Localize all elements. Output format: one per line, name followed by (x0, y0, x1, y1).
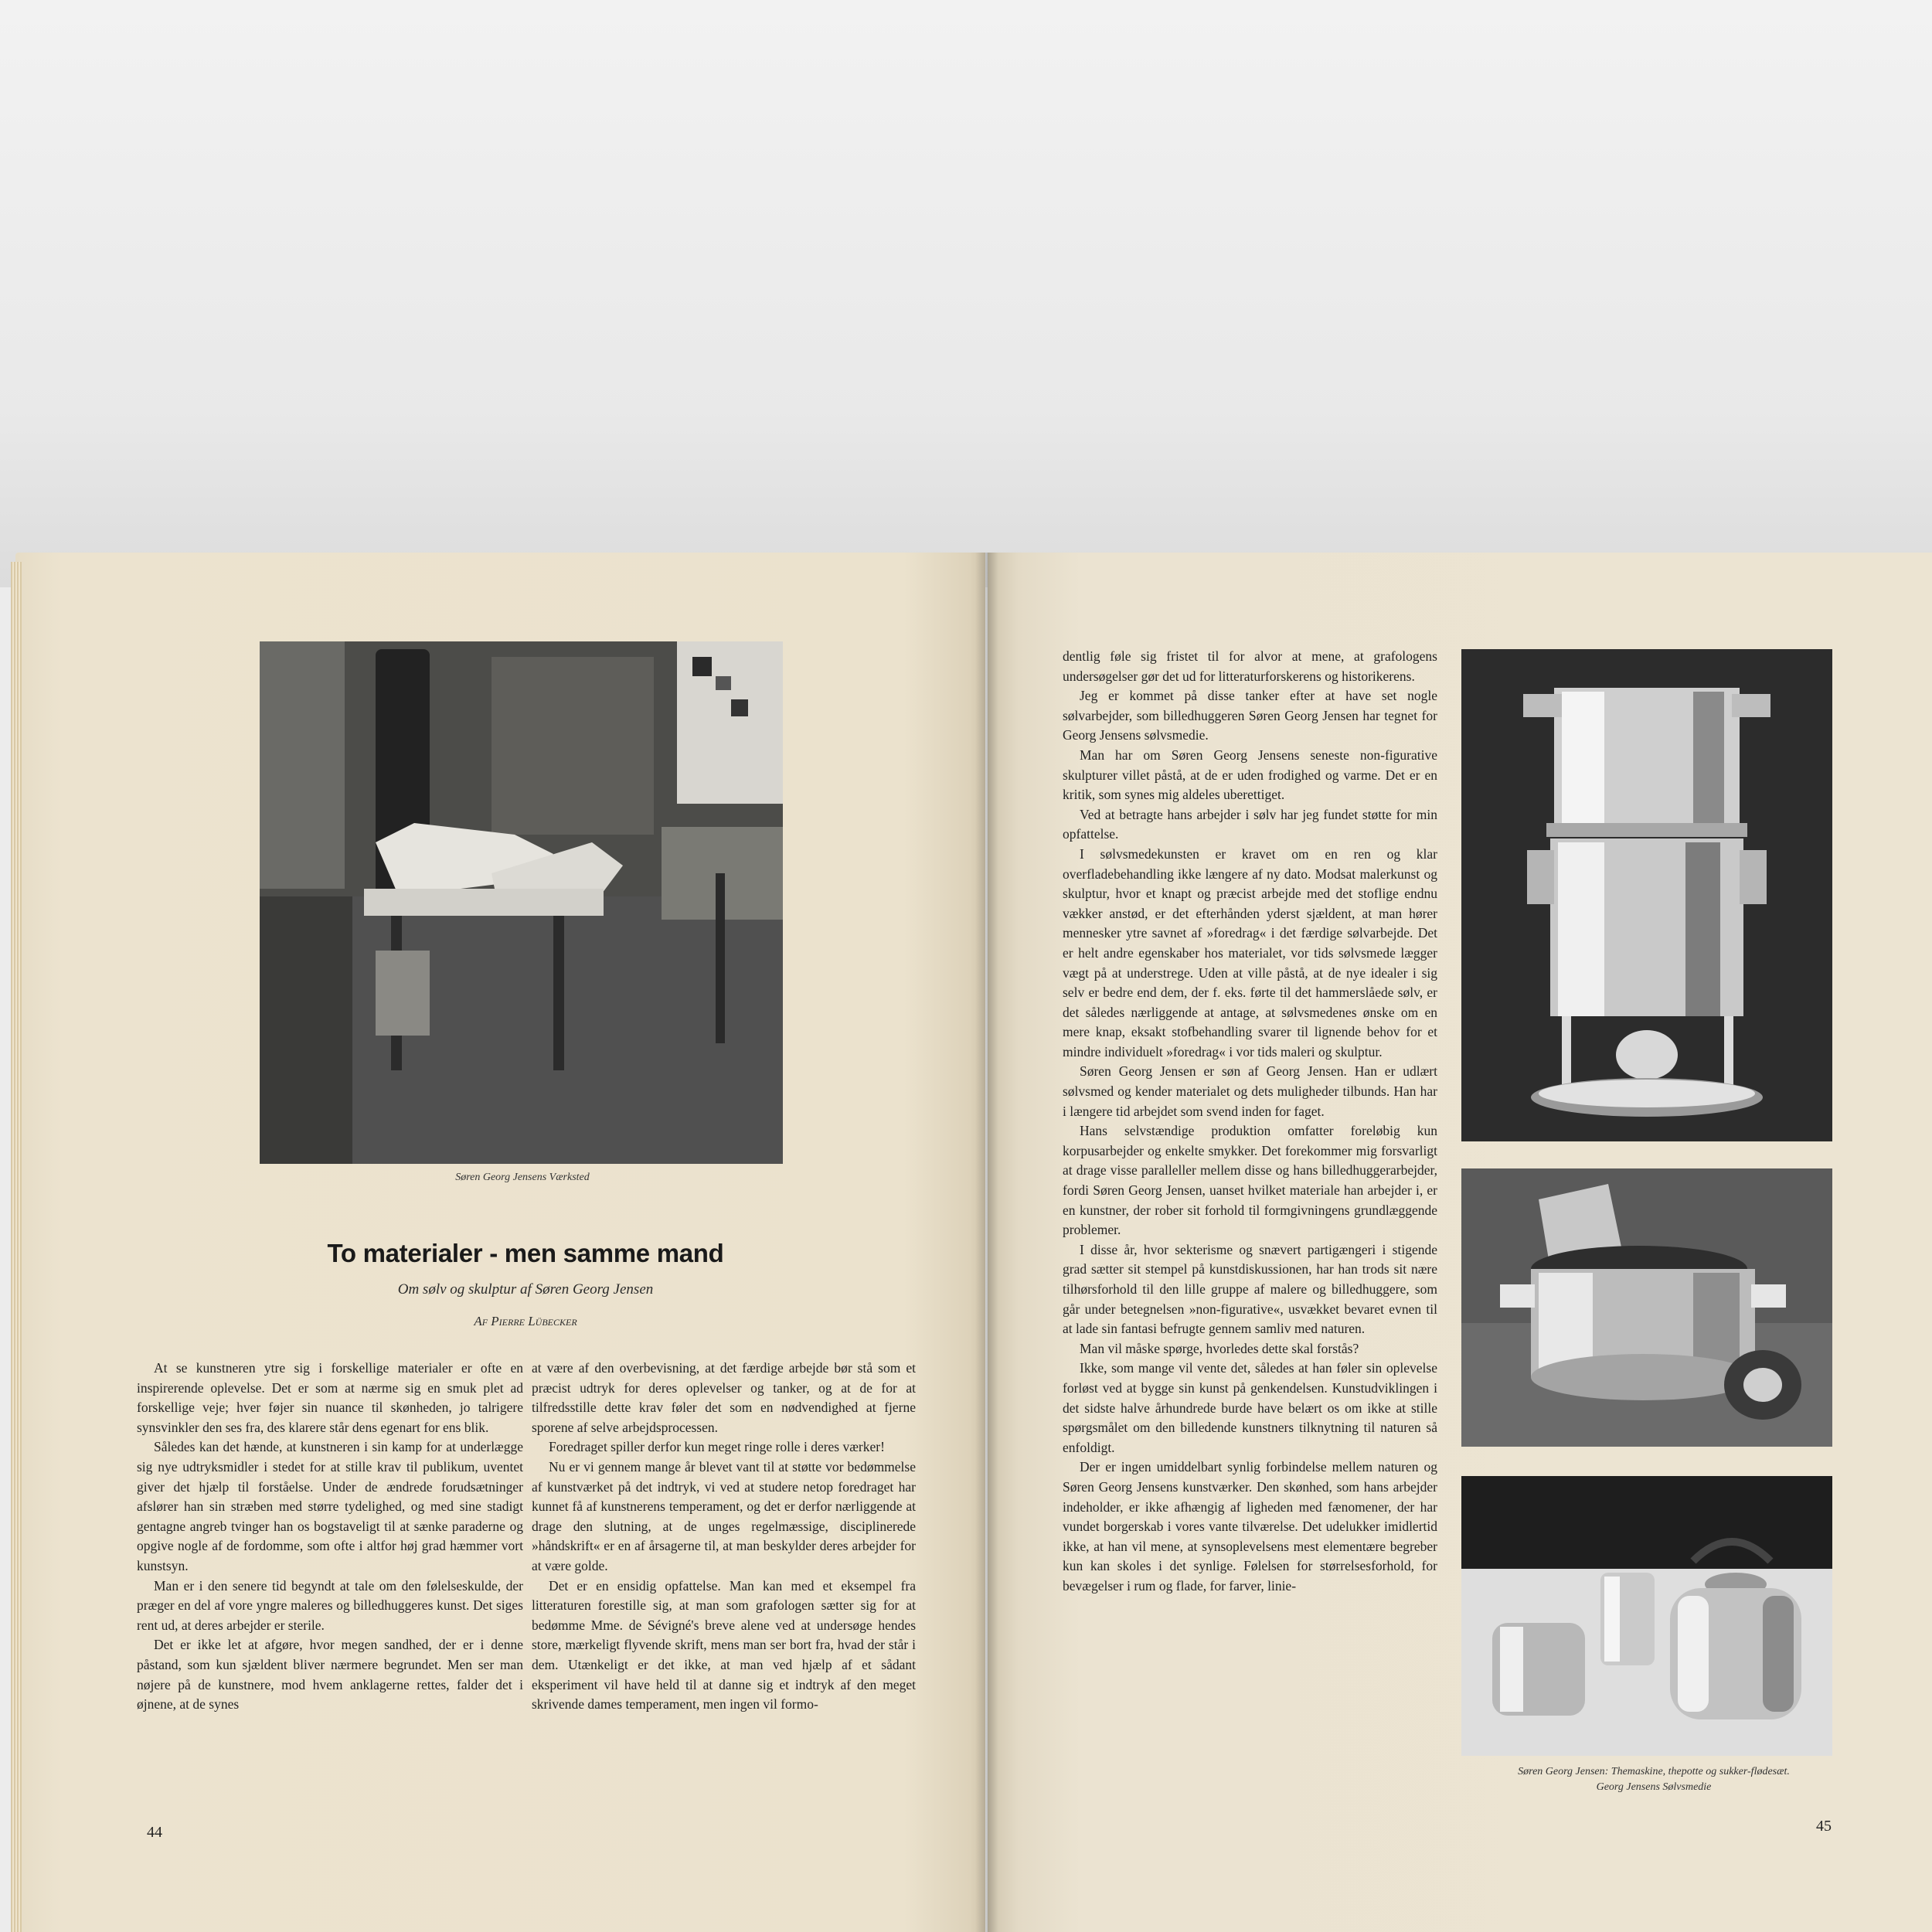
paragraph: Jeg er kommet på disse tanker efter at have set nogle sølvarbejder, som billedhuggeren Søren Georg Jensen har tegnet for Georg Jensens sølvsmedie. (1063, 688, 1437, 743)
paragraph: at være af den overbevisning, at det færdige arbejde bør stå som et præcist udtryk for deres oplevelser og tanker, og at de for at tilfredsstille dette krav føler det som en nødvendighed at fjerne sporene af selve arbejdsprocessen. (532, 1360, 916, 1435)
page-number-left: 44 (147, 1824, 162, 1841)
paragraph: dentlig føle sig fristet til for alvor at mene, at grafologens undersøgelser gør det ud for litteraturforskerens og historikerens. (1063, 648, 1437, 684)
paragraph: Hans selvstændige produktion omfatter foreløbig kun korpusarbejder og enkelte smykker. Det forekommer mig forsvarligt at drage visse paralleller mellem disse og hans billedhuggerarbejder, fordi Søren Georg Jensen, uanset hvilket materiale han arbejder i, er en kunstner, der rober sit forhold til formgivningens grundlæggende problemer. (1063, 1123, 1437, 1238)
paragraph: I sølvsmedekunsten er kravet om en ren og klar overfladebehandling ikke længere af ny dato. Modsat malerkunst og skulptur, hvor et knapt og præcist arbejde med det stoflige endnu vækker anstød, er det efterhånden yderst sjældent, at man hører mennesker ytre savnet af »foredrag« i det færdige sølvarbejde. Det er helt andre egenskaber hos materialet, vor tids sølvsmede lægger vægt på at understrege. Uden at ville påstå, at de nye idealer i sig selv er bedre end dem, der f. eks. førte til det hammerslåede sølv, er det således nærliggende at antage, at sølvsmedenes ønske om en mere knap, eksakt stofbehandling svarer til lignende behov for et mindre individuelt »foredrag« i vor tids maleri og skulptur. (1063, 845, 1437, 1060)
teapot-photo (1461, 1168, 1832, 1447)
paragraph: At se kunstneren ytre sig i forskellige materialer er ofte en inspirerende oplevelse. Det er som at nærme sig en smuk plet ad forskellige veje; hver føjer sin nuance til skønheden, jo talrigere synsvinkler den ses fra, des klarere står dens egenart for ens blik. (137, 1360, 523, 1435)
article-byline: Af Pierre Lübecker (474, 1314, 577, 1328)
article-subheadline: Om sølv og skulptur af Søren Georg Jensen (397, 1281, 654, 1298)
paragraph: Det er ikke let at afgøre, hvor megen sandhed, der er i denne påstand, som kun sjældent bliver nærmere begrundet. Men ser man nøjere på de kunstnere, mod hvem anklagerne rettes, falder det i øjnene, at de synes (137, 1637, 523, 1713)
workshop-photo (260, 641, 783, 1164)
caption-line: Georg Jensens Sølvsmedie (1596, 1781, 1712, 1793)
tea-set-photo (1461, 1476, 1832, 1756)
paragraph: Således kan det hænde, at kunstneren i sin kamp for at underlægge sig nye udtryksmidler i stedet for at stille krav til publikum, uventet giver det hjælp til forståelse. Under de ændrede forudsætninger afslører han sin stræben med større tydelighed, og med sine stadigt gentagne angreb tvinger han os bogstaveligt til at sænke paraderne og opgive nogle af de fordomme, som ofte i altfor høj grad hæmmer vort kunstsyn. (137, 1439, 523, 1573)
background-surface (0, 0, 1932, 587)
paragraph: Foredraget spiller derfor kun meget ringe rolle i deres værker! (549, 1439, 885, 1455)
page-number-right: 45 (1816, 1818, 1832, 1835)
tea-machine-photo (1461, 649, 1832, 1141)
silver-photos-caption (1457, 1764, 1851, 1795)
left-column-1 (137, 1359, 523, 1715)
paragraph: Søren Georg Jensen er søn af Georg Jensen. Han er udlært sølvsmed og kender materialet og dets muligheder tilbunds. Han har i længere tid arbejdet som svend inden for faget. (1063, 1063, 1437, 1119)
paragraph: Der er ingen umiddelbart synlig forbindelse mellem naturen og Søren Georg Jensens kunstværker. Den skønhed, som hans arbejder indeholder, er ikke afhængig af ligheden med fænomener, der har vundet borgerskab i vores vante tilværelse. Det udelukker imidlertid ikke, at han vil mene, at synsoplevelsens mest elementære begreber kun kan skoles i det synlige. Følelsen for størrelsesforhold, for bevægelser i rum og flade, for farver, linie- (1063, 1459, 1437, 1594)
caption-line: Søren Georg Jensen: Themaskine, thepotte og sukker-flødesæt. (1518, 1766, 1790, 1777)
paragraph: Man er i den senere tid begyndt at tale om den følelseskulde, der præger en del af vore yngre maleres og billedhuggeres kunst. Det siges rent ud, at deres arbejder er sterile. (137, 1577, 523, 1633)
paragraph: Ikke, som mange vil vente det, således at han føler sin oplevelse forløst ved at bygge sin kunst på genkendelsen. Kunstudviklingen i det sidste halve århundrede burde have belært os om ikke at stille spørgsmålet om den billedende kunstners tilknytning til naturen så enfoldigt. (1063, 1360, 1437, 1455)
paragraph: Det er en ensidig opfattelse. Man kan med et eksempel fra litteraturen forestille sig, at man som grafologen sætter sig for at bedømme Mme. de Sévigné's breve alene ved at undersøge hendes store, mærkeligt flyvende skrift, mens man ser bort fra, hvad der står i dem. Utænkeligt er det ikke, at man ved hjælp af et sådant eksperiment vil have held til at danne sig et indtryk af den meget skrivende dames temperament, men ingen vil formo- (532, 1577, 916, 1713)
article-headline: To materialer - men samme mand (327, 1239, 724, 1267)
page-gutter (975, 553, 998, 1932)
paragraph: I disse år, hvor sekterisme og snævert partigængeri i stigende grad sætter sit stempel på kunstdiskussionen, har han trods sit nære tilhørsforhold til den lille gruppe af malere og billedhuggere, som går under betegnelsen »non-figurative«, usvækket bevaret evnen til at lade sin fantasi befrugte gennem samliv med naturen. (1063, 1241, 1437, 1337)
paragraph: Man vil måske spørge, hvorledes dette skal forstås? (1080, 1340, 1359, 1356)
workshop-photo-caption: Søren Georg Jensens Værksted (455, 1172, 590, 1183)
paragraph: Man har om Søren Georg Jensens seneste non-figurative skulpturer villet påstå, at de er uden frodighed og varme. Det er en kritik, som synes mig aldeles uberettiget. (1063, 747, 1437, 803)
right-column (1063, 647, 1437, 1597)
left-column-2 (532, 1359, 916, 1715)
paragraph: Ved at betragte hans arbejder i sølv har jeg fundet støtte for min opfattelse. (1063, 806, 1437, 842)
paragraph: Nu er vi gennem mange år blevet vant til at støtte vor bedømmelse af kunstværket på det indtryk, vi ved at studere netop foredraget har kunnet få af kunstnerens temperament, og det er derfor nærliggende at drage den slutning, at de unges regelmæssige, disciplinerede »håndskrift« er en af årsagerne til, at man beskylder deres arbejder for at være golde. (532, 1458, 916, 1573)
